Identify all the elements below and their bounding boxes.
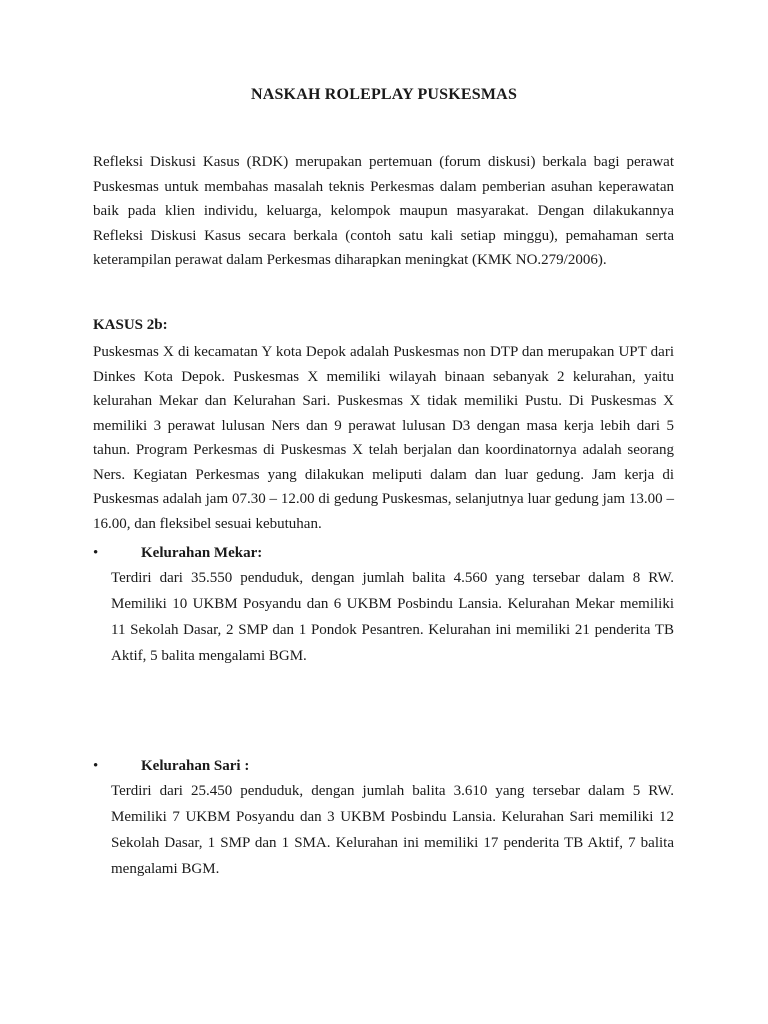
case-paragraph: Puskesmas X di kecamatan Y kota Depok adalah Puskesmas non DTP dan merupakan UPT dari Dinkes Kota Depok. Puskesmas X memiliki wilayah binaan sebanyak 2 kelurahan, yaitu kelurahan Mekar dan Kelurahan Sari. Puskesmas X tidak memiliki Pustu. Di Puskesmas X memiliki 3 perawat lulusan Ners dan 9 perawat lulusan D3 dengan masa kerja lebih dari 5 tahun. Program Perkesmas di Puskesmas X telah berjalan dan koordinatornya adalah seorang Ners. Kegiatan Perkesmas yang dilakukan meliputi dalam dan luar gedung. Jam kerja di Puskesmas adalah jam 07.30 – 12.00 di gedung Puskesmas, selanjutnya luar gedung jam 13.00 – 16.00, dan fleksibel sesuai kebutuhan. bbox=[93, 344, 674, 532]
bullet-icon: • bbox=[93, 545, 99, 561]
section-heading-label: Kelurahan Mekar: bbox=[141, 545, 263, 561]
section-heading-sari bbox=[93, 754, 674, 778]
bullet-icon: • bbox=[93, 758, 99, 774]
section-heading-mekar bbox=[93, 541, 674, 565]
intro-paragraph: Refleksi Diskusi Kasus (RDK) merupakan pertemuan (forum diskusi) berkala bagi perawat Puskesmas untuk membahas masalah teknis Perkesmas dalam pemberian asuhan keperawatan baik pada klien individu, keluarga, kelompok maupun masyarakat. Dengan dilakukannya Refleksi Diskusi Kasus secara berkala (contoh satu kali setiap minggu), pemahaman serta keterampilan perawat dalam Perkesmas diharapkan meningkat (KMK NO.279/2006). bbox=[93, 154, 674, 268]
section-paragraph-sari: Terdiri dari 25.450 penduduk, dengan jumlah balita 3.610 yang tersebar dalam 5 RW. Memiliki 7 UKBM Posyandu dan 3 UKBM Posbindu Lansia. Kelurahan Sari memiliki 12 Sekolah Dasar, 1 SMP dan 1 SMA. Kelurahan ini memiliki 17 penderita TB Aktif, 7 balita mengalami BGM. bbox=[111, 783, 674, 877]
document-title: NASKAH ROLEPLAY PUSKESMAS bbox=[250, 86, 518, 103]
section-heading-label: Kelurahan Sari : bbox=[141, 758, 250, 774]
case-heading: KASUS 2b: bbox=[93, 317, 168, 333]
section-paragraph-mekar: Terdiri dari 35.550 penduduk, dengan jumlah balita 4.560 yang tersebar dalam 8 RW. Memiliki 10 UKBM Posyandu dan 6 UKBM Posbindu Lansia. Kelurahan Mekar memiliki 11 Sekolah Dasar, 2 SMP dan 1 Pondok Pesantren. Kelurahan ini memiliki 21 penderita TB Aktif, 5 balita mengalami BGM. bbox=[111, 570, 674, 664]
